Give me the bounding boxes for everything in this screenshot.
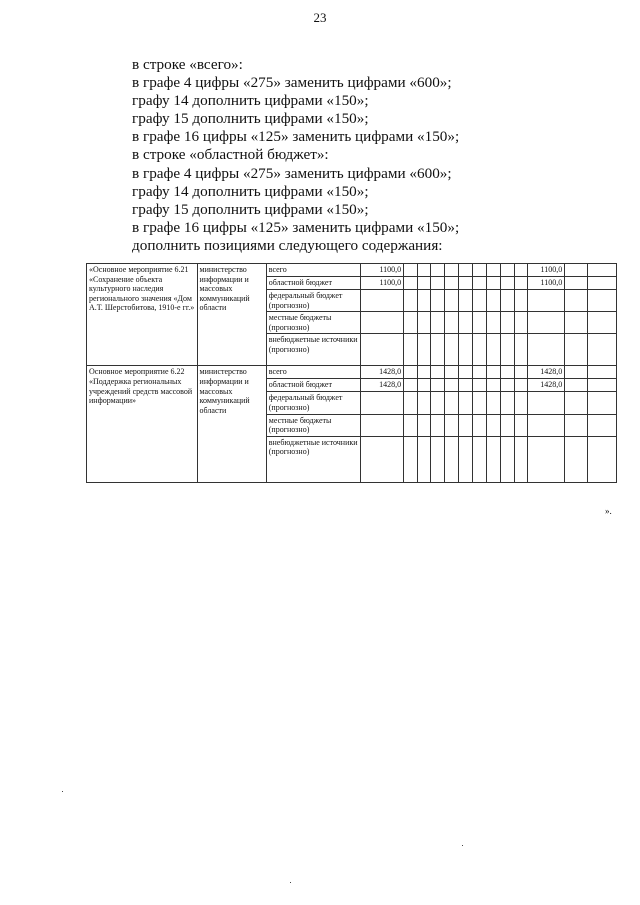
funding-table <box>86 263 617 483</box>
scan-speck <box>462 845 463 846</box>
total-cell: 1100,0 <box>360 264 403 277</box>
total-cell <box>360 436 403 482</box>
year-cell <box>528 436 565 482</box>
source-cell: внебюджетные источники (прогнозно) <box>266 436 360 482</box>
total-cell <box>360 334 403 366</box>
text-line: в графе 4 цифры «275» заменить цифрами «600»; <box>132 164 452 182</box>
source-cell: областной бюджет <box>266 277 360 290</box>
text-line: в графе 16 цифры «125» заменить цифрами «150»; <box>132 218 460 236</box>
source-cell: областной бюджет <box>266 379 360 392</box>
year-cell <box>528 334 565 366</box>
total-cell <box>360 392 403 414</box>
page-number: 23 <box>313 10 327 25</box>
year-cell: 1100,0 <box>528 264 565 277</box>
year-cell <box>528 312 565 334</box>
activity-cell: «Основное мероприятие 6.21 «Сохранение объекта культурного наследия регионального значения «Дом А.Т. Шерстобитова, 1910-е гг.» <box>87 264 198 366</box>
year-cell: 1428,0 <box>528 379 565 392</box>
year-cell: 1428,0 <box>528 366 565 379</box>
activity-cell: Основное мероприятие 6.22 «Поддержка региональных учреждений средств массовой информации» <box>87 366 198 482</box>
year-cell <box>528 414 565 436</box>
text-line: графу 14 дополнить цифрами «150»; <box>132 182 369 200</box>
closing-quote-mark: ». <box>605 506 612 516</box>
source-cell: всего <box>266 366 360 379</box>
text-line: в графе 16 цифры «125» заменить цифрами «150»; <box>132 128 460 146</box>
total-cell: 1428,0 <box>360 379 403 392</box>
source-cell: федеральный бюджет (прогнозно) <box>266 392 360 414</box>
total-cell <box>360 290 403 312</box>
text-line: графу 15 дополнить цифрами «150»; <box>132 110 369 128</box>
text-line: графу 15 дополнить цифрами «150»; <box>132 200 369 218</box>
amendment-text <box>132 56 592 255</box>
total-cell <box>360 414 403 436</box>
scan-speck <box>62 791 63 792</box>
text-line: в строке «областной бюджет»: <box>132 146 329 164</box>
source-cell: местные бюджеты (прогнозно) <box>266 414 360 436</box>
year-cell: 1100,0 <box>528 277 565 290</box>
table-row <box>87 366 617 379</box>
year-cell <box>528 392 565 414</box>
executor-cell: министерство информации и массовых коммуникаций области <box>197 366 266 482</box>
source-cell: местные бюджеты (прогнозно) <box>266 312 360 334</box>
text-line: в строке «всего»: <box>132 56 243 73</box>
total-cell <box>360 312 403 334</box>
text-line: графу 14 дополнить цифрами «150»; <box>132 92 369 110</box>
text-line: дополнить позициями следующего содержания: <box>132 236 443 254</box>
source-cell: всего <box>266 264 360 277</box>
scan-speck <box>290 882 291 883</box>
table-row <box>87 264 617 277</box>
total-cell: 1100,0 <box>360 277 403 290</box>
text-line: в графе 4 цифры «275» заменить цифрами «600»; <box>132 74 452 92</box>
year-cell <box>528 290 565 312</box>
total-cell: 1428,0 <box>360 366 403 379</box>
source-cell: федеральный бюджет (прогнозно) <box>266 290 360 312</box>
executor-cell: министерство информации и массовых коммуникаций области <box>197 264 266 366</box>
source-cell: внебюджетные источники (прогнозно) <box>266 334 360 366</box>
